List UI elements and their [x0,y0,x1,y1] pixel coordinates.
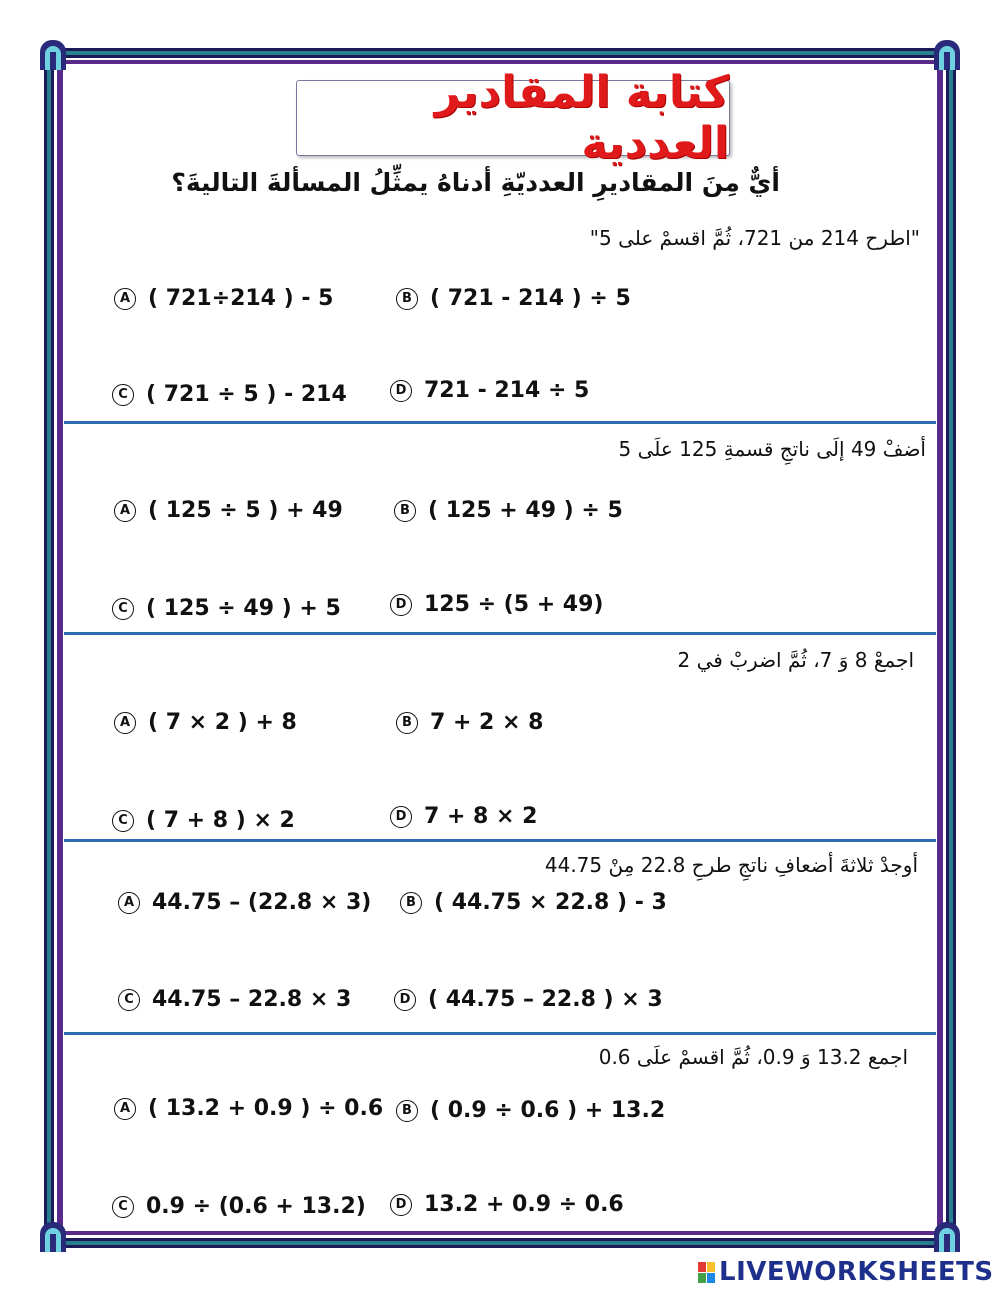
q2-option-a[interactable] [114,498,343,523]
option-text: ( 721÷214 ) - 5 [148,286,334,311]
frame-right-border [946,44,956,1244]
frame-top-inner-border [44,60,956,64]
option-text: 44.75 – 22.8 × 3 [152,987,352,1012]
q1-option-a[interactable] [114,286,333,311]
question-1-prompt: "اطرح 214 من 721، ثُمَّ اقسمْ على 5" [589,226,920,250]
option-d-circle-icon: D [390,806,412,828]
option-text: ( 721 ÷ 5 ) - 214 [146,382,347,407]
option-d-circle-icon: D [390,1194,412,1216]
corner-ornament-top-right [934,40,960,70]
q3-option-a[interactable] [114,710,297,735]
q3-option-c[interactable] [112,808,295,833]
frame-right-inner-border [937,44,943,1244]
option-a-circle-icon: A [114,712,136,734]
q3-option-b[interactable] [396,710,543,735]
section-divider [64,632,936,635]
option-b-circle-icon: B [396,288,418,310]
liveworksheets-brand [698,1257,994,1287]
option-text: 44.75 – (22.8 × 3) [152,890,372,915]
frame-bottom-border [44,1238,956,1248]
question-3-prompt: اجمعْ 8 وَ 7، ثُمَّ اضربْ في 2 [677,648,914,672]
option-text: ( 721 - 214 ) ÷ 5 [430,286,631,311]
option-c-circle-icon: C [112,810,134,832]
option-text: ( 44.75 – 22.8 ) × 3 [428,987,663,1012]
option-c-circle-icon: C [112,598,134,620]
option-text: ( 0.9 ÷ 0.6 ) + 13.2 [430,1098,666,1123]
section-divider [64,1032,936,1035]
q5-option-c[interactable] [112,1194,366,1219]
option-a-circle-icon: A [114,288,136,310]
q4-option-c[interactable] [118,987,351,1012]
option-d-circle-icon: D [390,594,412,616]
option-text: ( 7 + 8 ) × 2 [146,808,295,833]
q1-option-d[interactable] [390,378,589,403]
option-text: ( 44.75 × 22.8 ) - 3 [434,890,667,915]
q4-option-b[interactable] [400,890,667,915]
option-text: 13.2 + 0.9 ÷ 0.6 [424,1192,624,1217]
q2-option-c[interactable] [112,596,341,621]
frame-left-inner-border [57,44,63,1244]
liveworksheets-logo-icon [698,1262,715,1283]
option-b-circle-icon: B [394,500,416,522]
section-divider [64,839,936,842]
option-text: 7 + 2 × 8 [430,710,544,735]
option-d-circle-icon: D [394,989,416,1011]
option-c-circle-icon: C [118,989,140,1011]
q5-option-b[interactable] [396,1098,665,1123]
option-text: ( 125 ÷ 5 ) + 49 [148,498,343,523]
option-text: 721 - 214 ÷ 5 [424,378,590,403]
instructions: أيٌّ مِنَ المقاديرِ العدديّةِ أدناهُ يمثِّلُ المسألةَ التاليةَ؟ [171,168,780,197]
frame-bottom-inner-border [44,1231,956,1235]
option-d-circle-icon: D [390,380,412,402]
option-b-circle-icon: B [396,1100,418,1122]
frame-left-border [44,44,54,1244]
option-c-circle-icon: C [112,1196,134,1218]
q5-option-d[interactable] [390,1192,624,1217]
option-a-circle-icon: A [118,892,140,914]
option-c-circle-icon: C [112,384,134,406]
question-5-prompt: اجمع 13.2 وَ 0.9، ثُمَّ اقسمْ علَى 0.6 [598,1045,908,1069]
q3-option-d[interactable] [390,804,537,829]
page-title: كتابة المقادير العددية [434,67,729,169]
q2-option-b[interactable] [394,498,623,523]
corner-ornament-bottom-right [934,1222,960,1252]
option-text: ( 125 + 49 ) ÷ 5 [428,498,623,523]
option-b-circle-icon: B [396,712,418,734]
option-a-circle-icon: A [114,500,136,522]
q4-option-d[interactable] [394,987,663,1012]
question-2-prompt: أضفْ 49 إلَى ناتجِ قسمةِ 125 علَى 5 [618,437,926,461]
question-4-prompt: أوجدْ ثلاثةَ أضعافِ ناتجِ طرحِ 22.8 مِنْ 44.75 [544,853,918,877]
option-text: 0.9 ÷ (0.6 + 13.2) [146,1194,366,1219]
option-text: ( 7 × 2 ) + 8 [148,710,297,735]
q1-option-c[interactable] [112,382,347,407]
q4-option-a[interactable] [118,890,371,915]
q1-option-b[interactable] [396,286,631,311]
title-box [296,67,730,169]
q2-option-d[interactable] [390,592,603,617]
frame-top-border [44,48,956,58]
option-text: ( 125 ÷ 49 ) + 5 [146,596,341,621]
q5-option-a[interactable] [114,1096,383,1121]
corner-ornament-bottom-left [40,1222,66,1252]
option-b-circle-icon: B [400,892,422,914]
option-text: 7 + 8 × 2 [424,804,538,829]
corner-ornament-top-left [40,40,66,70]
option-a-circle-icon: A [114,1098,136,1120]
section-divider [64,421,936,424]
option-text: ( 13.2 + 0.9 ) ÷ 0.6 [148,1096,384,1121]
brand-name: LIVEWORKSHEETS [719,1257,994,1287]
option-text: 125 ÷ (5 + 49) [424,592,604,617]
